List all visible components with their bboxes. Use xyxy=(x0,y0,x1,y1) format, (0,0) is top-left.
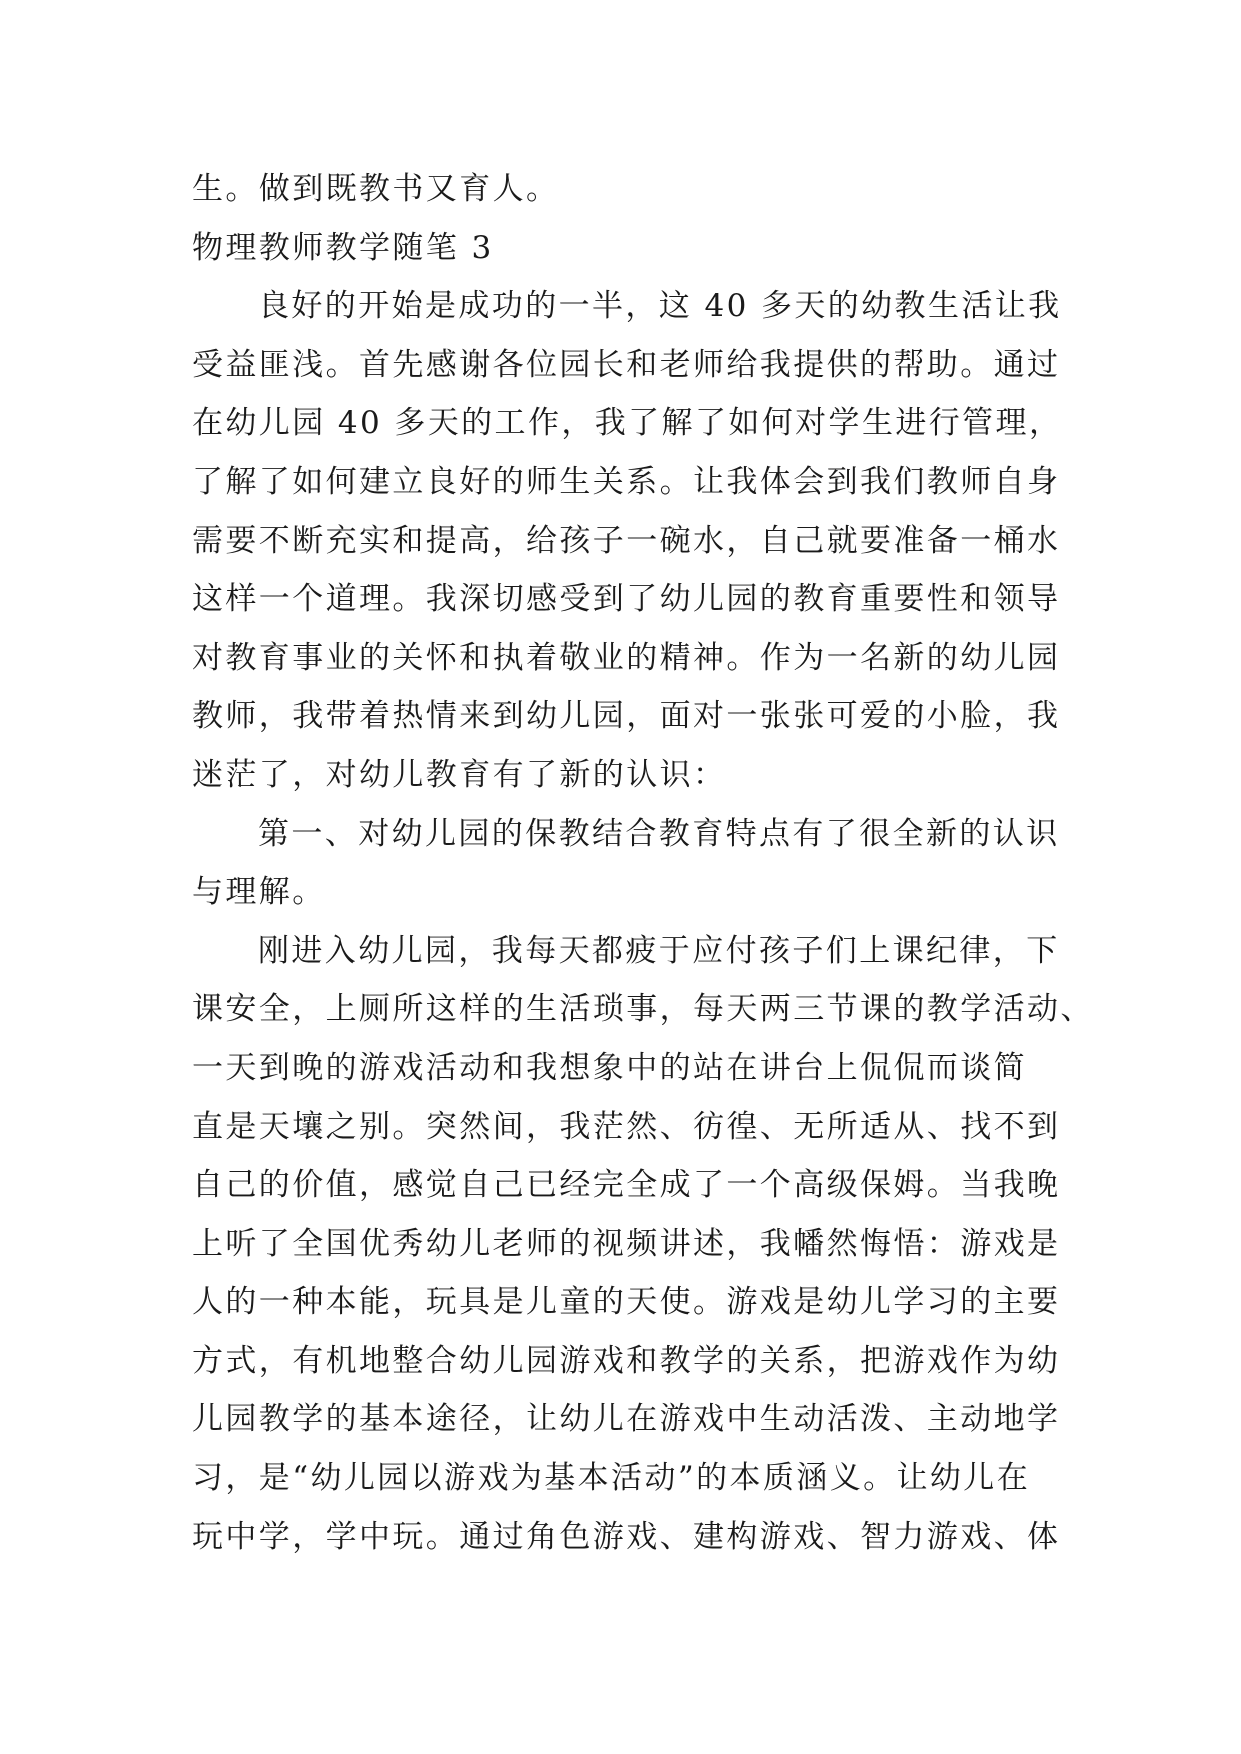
text-line: 了解了如何建立良好的师生关系。让我体会到我们教师自身 xyxy=(192,463,1061,500)
text-line: 受益匪浅。首先感谢各位园长和老师给我提供的帮助。通过 xyxy=(192,346,1061,383)
text-line: 人的一种本能，玩具是儿童的天使。游戏是幼儿学习的主要 xyxy=(192,1284,1061,1321)
text-line: 习，是“幼儿园以游戏为基本活动”的本质涵义。让幼儿在 xyxy=(192,1460,1031,1497)
text-line: 这样一个道理。我深切感受到了幼儿园的教育重要性和领导 xyxy=(192,581,1061,618)
text-line: 需要不断充实和提高，给孩子一碗水，自己就要准备一桶水 xyxy=(192,522,1061,559)
text-line: 迷茫了，对幼儿教育有了新的认识： xyxy=(192,756,727,793)
text-line: 儿园教学的基本途径，让幼儿在游戏中生动活泼、主动地学 xyxy=(192,1401,1061,1438)
text-line: 生。做到既教书又育人。 xyxy=(192,171,560,207)
text-line: 在幼儿园 40 多天的工作，我了解了如何对学生进行管理， xyxy=(192,405,1063,442)
text-line: 直是天壤之别。突然间，我茫然、彷徨、无所适从、找不到 xyxy=(192,1108,1061,1145)
text-line: 方式，有机地整合幼儿园游戏和教学的关系，把游戏作为幼 xyxy=(192,1342,1061,1379)
text-line: 自己的价值，感觉自己已经完全成了一个高级保姆。当我晚 xyxy=(192,1167,1061,1204)
text-line: 教师，我带着热情来到幼儿园，面对一张张可爱的小脸，我 xyxy=(192,698,1061,735)
section-heading: 物理教师教学随笔 3 xyxy=(192,229,494,266)
text-line: 上听了全国优秀幼儿老师的视频讲述，我幡然悔悟：游戏是 xyxy=(192,1225,1061,1262)
body-text xyxy=(192,160,1094,1566)
text-line: 良好的开始是成功的一半，这 40 多天的幼教生活让我 xyxy=(258,288,1062,325)
text-line: 第一、对幼儿园的保教结合教育特点有了很全新的认识 xyxy=(258,815,1060,852)
text-line: 刚进入幼儿园，我每天都疲于应付孩子们上课纪律，下 xyxy=(258,932,1060,969)
text-line: 玩中学，学中玩。通过角色游戏、建构游戏、智力游戏、体 xyxy=(192,1518,1061,1555)
text-line: 课安全，上厕所这样的生活琐事，每天两三节课的教学活动、 xyxy=(192,991,1094,1028)
text-line: 对教育事业的关怀和执着敬业的精神。作为一名新的幼儿园 xyxy=(192,639,1061,676)
text-line: 一天到晚的游戏活动和我想象中的站在讲台上侃侃而谈简 xyxy=(192,1049,1027,1086)
text-line: 与理解。 xyxy=(192,874,326,911)
